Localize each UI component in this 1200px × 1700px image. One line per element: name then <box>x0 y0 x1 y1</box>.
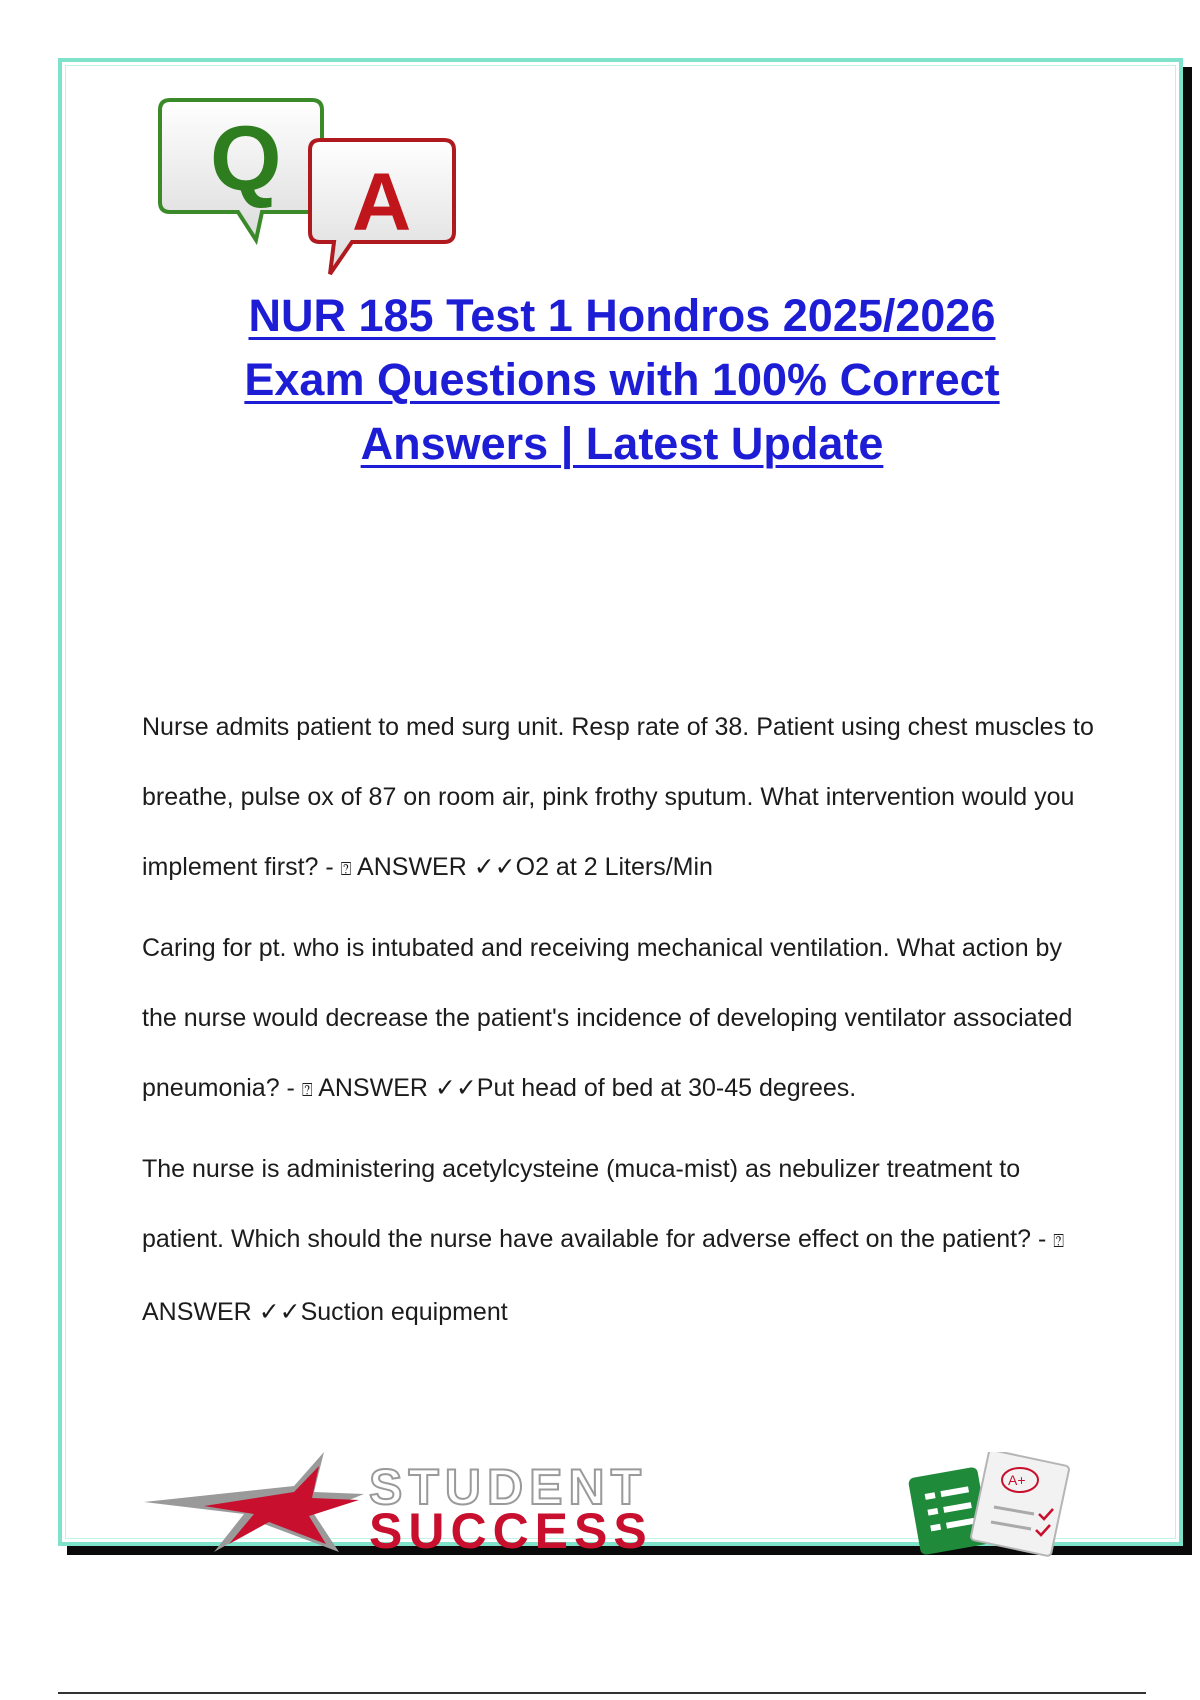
qa-item <box>142 913 1102 1126</box>
q-bubble-icon <box>160 100 322 240</box>
question-text: Nurse admits patient to med surg unit. Resp rate of 38. Patient using chest muscles to breathe, pulse ox of 87 on room air, pink frothy sputum. What intervention would you implement first? - <box>142 713 1094 881</box>
title-line-2[interactable]: Exam Questions with 100% Correct <box>244 354 1000 405</box>
document-page <box>58 58 1183 1559</box>
qa-item <box>142 692 1102 905</box>
q-letter: Q <box>210 108 282 210</box>
question-text: The nurse is administering acetylcysteine (muca-mist) as nebulizer treatment to patient. Which should the nurse have available for adverse effect on the patient? - <box>142 1155 1054 1253</box>
answer-text: O2 at 2 Liters/Min <box>515 853 713 881</box>
missing-glyph-icon: ⍰ <box>340 859 352 880</box>
logo-line-success: SUCCESS <box>369 1503 653 1559</box>
grade-label: A+ <box>1008 1472 1026 1488</box>
graded-paper-icon <box>970 1452 1069 1557</box>
page-bottom-rule <box>58 1692 1146 1694</box>
answer-text: Suction equipment <box>300 1298 508 1326</box>
title-line-3[interactable]: Answers | Latest Update <box>360 418 884 469</box>
checkmark-icon: ✓✓ <box>258 1298 301 1326</box>
checkmark-icon: ✓✓ <box>434 1074 477 1102</box>
a-bubble-icon <box>310 140 454 274</box>
title-line-1[interactable]: NUR 185 Test 1 Hondros 2025/2026 <box>248 290 996 341</box>
missing-glyph-icon: ⍰ <box>1053 1231 1065 1252</box>
document-title <box>182 284 1062 476</box>
logo-line-student: STUDENT <box>369 1459 648 1515</box>
star-swoosh-icon <box>144 1452 364 1552</box>
a-letter: A <box>352 157 412 248</box>
answer-text: Put head of bed at 30-45 degrees. <box>476 1074 857 1102</box>
answer-label: ANSWER <box>312 1074 435 1102</box>
checkmark-icon: ✓✓ <box>473 853 516 881</box>
question-text: Caring for pt. who is intubated and receiving mechanical ventilation. What action by the nurse would decrease the patient's incidence of developing ventilator associated pneumonia? - <box>142 934 1073 1102</box>
student-success-logo <box>144 1452 1084 1562</box>
qa-list <box>142 692 1102 1355</box>
answer-label: ANSWER <box>351 853 474 881</box>
qa-item <box>142 1134 1102 1347</box>
missing-glyph-icon: ⍰ <box>301 1080 313 1101</box>
answer-label: ANSWER <box>142 1298 259 1326</box>
